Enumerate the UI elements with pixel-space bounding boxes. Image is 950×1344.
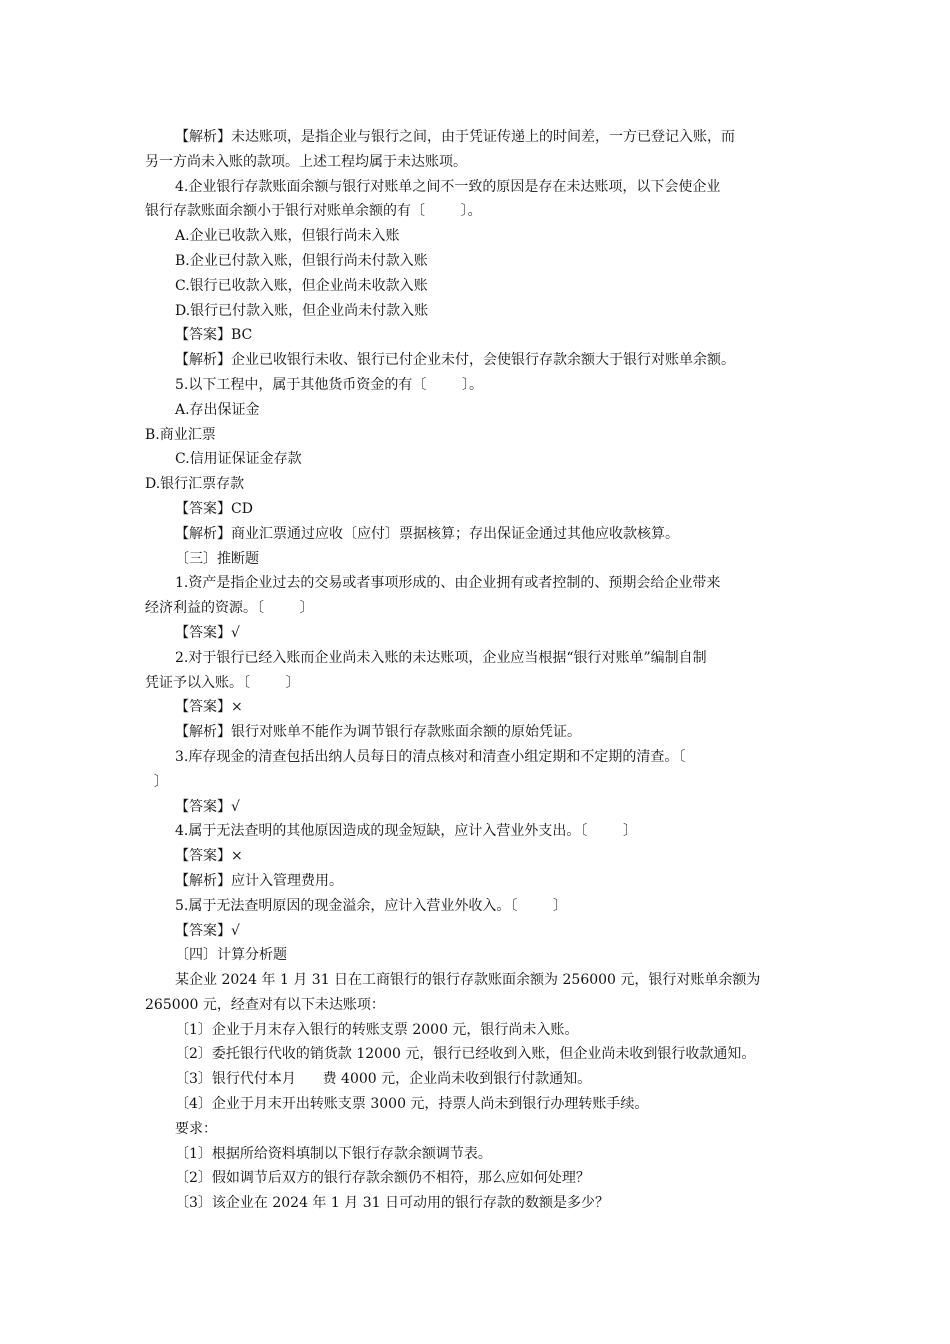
text-line: 【答案】BC (175, 327, 253, 344)
text-line: 5.属于无法查明原因的现金溢余，应计入营业外收入。〔 〕 (175, 897, 567, 914)
text-line: 〔2〕假如调节后双方的银行存款余额仍不相符，那么应如何处理？ (175, 1170, 590, 1187)
text-line: 4.企业银行存款账面余额与银行对账单之间不一致的原因是存在未达账项，以下会使企业 (175, 178, 721, 195)
text-line: 经济利益的资源。〔 〕 (145, 600, 314, 617)
text-line: 〔1〕根据所给资料填制以下银行存款余额调节表。 (175, 1145, 492, 1162)
text-line: 4.属于无法查明的其他原因造成的现金短缺，应计入营业外支出。〔 〕 (175, 823, 637, 840)
text-line: 【答案】× (175, 848, 243, 865)
text-line: A.存出保证金 (175, 401, 260, 418)
text-line: 另一方尚未入账的款项。上述工程均属于未达账项。 (145, 153, 467, 170)
text-line: 3.库存现金的清查包括出纳人员每日的清点核对和清查小组定期和不定期的清查。〔 (175, 748, 686, 765)
text-line: 〔3〕银行代付本月 费 4000 元，企业尚未收到银行付款通知。 (175, 1071, 592, 1088)
text-line: 1.资产是指企业过去的交易或者事项形成的、由企业拥有或者控制的、预期会给企业带来 (175, 575, 721, 592)
text-line: A.企业已收款入账，但银行尚未入账 (175, 228, 400, 245)
text-line: 【解析】企业已收银行未收、银行已付企业未付，会使银行存款余额大于银行对账单余额。 (175, 352, 735, 369)
text-line: 【答案】× (175, 699, 243, 716)
text-line: 【解析】未达账项，是指企业与银行之间，由于凭证传递上的时间差，一方已登记入账，而 (175, 129, 735, 145)
text-line: 【答案】√ (175, 624, 240, 641)
text-line: 【答案】√ (175, 922, 240, 939)
text-line: B.商业汇票 (145, 426, 216, 443)
text-line: 〔1〕企业于月末存入银行的转账支票 2000 元，银行尚未入账。 (175, 1021, 579, 1038)
text-line: B.企业已付款入账，但银行尚未付款入账 (175, 252, 428, 269)
text-line: 凭证予以入账。〔 〕 (145, 674, 300, 691)
text-line: 银行存款账面余额小于银行对账单余额的有〔 〕。 (145, 203, 482, 220)
text-line: 〕 (145, 773, 168, 790)
text-line: 【解析】银行对账单不能作为调节银行存款账面余额的原始凭证。 (175, 724, 581, 741)
text-line: 5.以下工程中，属于其他货币资金的有〔 〕。 (175, 376, 483, 393)
text-line: C.信用证保证金存款 (175, 451, 302, 468)
text-line: 265000 元，经查对有以下未达账项： (145, 996, 385, 1013)
text-line: D.银行汇票存款 (145, 476, 245, 493)
text-line: 【答案】CD (175, 500, 253, 517)
text-line: 〔四〕计算分析题 (175, 947, 287, 964)
text-line: 某企业 2024 年 1 月 31 日在工商银行的银行存款账面余额为 256000 元，银行对账单余额为 (175, 972, 761, 989)
text-line: 【解析】应计入管理费用。 (175, 872, 343, 889)
text-line: 2.对于银行已经入账而企业尚未入账的未达账项，企业应当根据“银行对账单”编制自制 (175, 649, 707, 666)
text-line: 〔三〕推断题 (175, 550, 259, 567)
text-line: 要求： (175, 1120, 217, 1137)
text-line: 〔4〕企业于月末开出转账支票 3000 元，持票人尚未到银行办理转账手续。 (175, 1096, 649, 1113)
text-line: 〔2〕委托银行代收的销货款 12000 元，银行已经收到入账，但企业尚未收到银行收款通知。 (175, 1046, 756, 1063)
text-line: 【解析】商业汇票通过应收〔应付〕票据核算；存出保证金通过其他应收款核算。 (175, 525, 679, 542)
text-line: 〔3〕该企业在 2024 年 1 月 31 日可动用的银行存款的数额是多少？ (175, 1195, 609, 1212)
text-line: 【答案】√ (175, 798, 240, 815)
text-line: D.银行已付款入账，但企业尚未付款入账 (175, 302, 429, 319)
text-line: C.银行已收款入账，但企业尚未收款入账 (175, 277, 428, 294)
